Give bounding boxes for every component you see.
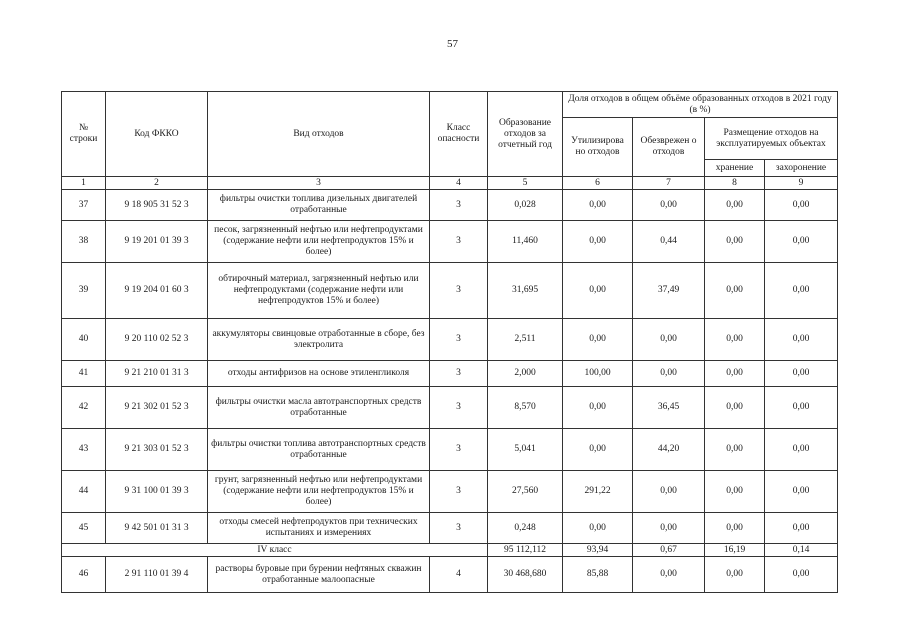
cell-storage: 0,00	[705, 557, 765, 593]
cell-utilized: 0,00	[563, 319, 633, 361]
header-storage: хранение	[705, 160, 765, 177]
cell-neutralized: 0,00	[633, 190, 705, 221]
header-neutralized: Обезврежен о отходов	[633, 118, 705, 177]
cell-burial: 0,00	[765, 361, 838, 387]
cell-utilized: 291,22	[563, 471, 633, 513]
cell-formed: 30 468,680	[488, 557, 563, 593]
cell-neutralized: 36,45	[633, 387, 705, 429]
cell-storage: 0,00	[705, 221, 765, 263]
class-total-burial: 0,14	[765, 544, 838, 557]
cell-waste-type: обтирочный материал, загрязненный нефтью или нефтепродуктами (содержание нефти или нефтепродуктов 15% и более)	[208, 263, 430, 319]
column-number: 4	[430, 177, 488, 190]
class-total-utilized: 93,94	[563, 544, 633, 557]
cell-row-no: 38	[62, 221, 106, 263]
cell-storage: 0,00	[705, 387, 765, 429]
cell-fkko: 9 20 110 02 52 3	[106, 319, 208, 361]
cell-storage: 0,00	[705, 361, 765, 387]
cell-formed: 2,511	[488, 319, 563, 361]
cell-burial: 0,00	[765, 429, 838, 471]
table-row	[62, 190, 838, 221]
column-number: 9	[765, 177, 838, 190]
cell-burial: 0,00	[765, 387, 838, 429]
cell-burial: 0,00	[765, 319, 838, 361]
cell-neutralized: 44,20	[633, 429, 705, 471]
column-number: 5	[488, 177, 563, 190]
table-row	[62, 263, 838, 319]
cell-row-no: 37	[62, 190, 106, 221]
cell-hazard-class: 3	[430, 190, 488, 221]
cell-burial: 0,00	[765, 471, 838, 513]
column-number: 3	[208, 177, 430, 190]
cell-fkko: 9 21 303 01 52 3	[106, 429, 208, 471]
cell-burial: 0,00	[765, 221, 838, 263]
cell-waste-type: грунт, загрязненный нефтью или нефтепродуктами (содержание нефти или нефтепродуктов 15% и более)	[208, 471, 430, 513]
cell-formed: 8,570	[488, 387, 563, 429]
header-burial: захоронение	[765, 160, 838, 177]
cell-neutralized: 0,44	[633, 221, 705, 263]
cell-burial: 0,00	[765, 190, 838, 221]
table-row	[62, 513, 838, 544]
table-row	[62, 361, 838, 387]
cell-row-no: 42	[62, 387, 106, 429]
cell-utilized: 0,00	[563, 190, 633, 221]
cell-hazard-class: 3	[430, 429, 488, 471]
cell-neutralized: 0,00	[633, 319, 705, 361]
cell-row-no: 44	[62, 471, 106, 513]
cell-row-no: 40	[62, 319, 106, 361]
cell-row-no: 39	[62, 263, 106, 319]
cell-waste-type: фильтры очистки топлива автотранспортных средств отработанные	[208, 429, 430, 471]
cell-hazard-class: 3	[430, 263, 488, 319]
cell-fkko: 9 42 501 01 31 3	[106, 513, 208, 544]
table-row	[62, 471, 838, 513]
header-placement: Размещение отходов на эксплуатируемых объектах	[705, 118, 838, 160]
cell-formed: 11,460	[488, 221, 563, 263]
cell-fkko: 2 91 110 01 39 4	[106, 557, 208, 593]
cell-waste-type: фильтры очистки масла автотранспортных средств отработанные	[208, 387, 430, 429]
column-number: 6	[563, 177, 633, 190]
cell-waste-type: отходы смесей нефтепродуктов при технических испытаниях и измерениях	[208, 513, 430, 544]
waste-table	[61, 91, 838, 593]
cell-waste-type: фильтры очистки топлива дизельных двигателей отработанные	[208, 190, 430, 221]
cell-formed: 0,248	[488, 513, 563, 544]
column-number: 2	[106, 177, 208, 190]
cell-row-no: 41	[62, 361, 106, 387]
column-number: 1	[62, 177, 106, 190]
cell-row-no: 45	[62, 513, 106, 544]
cell-formed: 27,560	[488, 471, 563, 513]
table-row	[62, 319, 838, 361]
cell-formed: 2,000	[488, 361, 563, 387]
class-total-row	[62, 544, 838, 557]
cell-burial: 0,00	[765, 557, 838, 593]
header-utilized: Утилизирова но отходов	[563, 118, 633, 177]
cell-storage: 0,00	[705, 190, 765, 221]
cell-neutralized: 0,00	[633, 513, 705, 544]
cell-fkko: 9 31 100 01 39 3	[106, 471, 208, 513]
class-total-neutralized: 0,67	[633, 544, 705, 557]
cell-storage: 0,00	[705, 319, 765, 361]
cell-storage: 0,00	[705, 263, 765, 319]
class-total-label: IV класс	[62, 544, 488, 557]
cell-waste-type: аккумуляторы свинцовые отработанные в сборе, без электролита	[208, 319, 430, 361]
cell-utilized: 0,00	[563, 387, 633, 429]
cell-formed: 5,041	[488, 429, 563, 471]
page-number: 57	[447, 38, 458, 50]
table-row	[62, 387, 838, 429]
cell-fkko: 9 21 302 01 52 3	[106, 387, 208, 429]
cell-waste-type: песок, загрязненный нефтью или нефтепродуктами (содержание нефти или нефтепродуктов 15% и более)	[208, 221, 430, 263]
cell-storage: 0,00	[705, 513, 765, 544]
table-row	[62, 429, 838, 471]
cell-hazard-class: 3	[430, 471, 488, 513]
cell-row-no: 43	[62, 429, 106, 471]
header-share: Доля отходов в общем объёме образованных отходов в 2021 году (в %)	[563, 92, 838, 118]
cell-hazard-class: 3	[430, 221, 488, 263]
cell-hazard-class: 3	[430, 361, 488, 387]
cell-utilized: 85,88	[563, 557, 633, 593]
header-hazard-class: Класс опасности	[430, 92, 488, 177]
cell-formed: 0,028	[488, 190, 563, 221]
cell-utilized: 0,00	[563, 221, 633, 263]
class-total-formed: 95 112,112	[488, 544, 563, 557]
cell-fkko: 9 21 210 01 31 3	[106, 361, 208, 387]
cell-storage: 0,00	[705, 429, 765, 471]
header-waste-type: Вид отходов	[208, 92, 430, 177]
cell-fkko: 9 19 204 01 60 3	[106, 263, 208, 319]
cell-storage: 0,00	[705, 471, 765, 513]
cell-formed: 31,695	[488, 263, 563, 319]
cell-utilized: 0,00	[563, 429, 633, 471]
header-formed: Образование отходов за отчетный год	[488, 92, 563, 177]
cell-waste-type: растворы буровые при бурении нефтяных скважин отработанные малоопасные	[208, 557, 430, 593]
cell-hazard-class: 3	[430, 319, 488, 361]
cell-hazard-class: 3	[430, 513, 488, 544]
cell-neutralized: 37,49	[633, 263, 705, 319]
cell-fkko: 9 19 201 01 39 3	[106, 221, 208, 263]
cell-neutralized: 0,00	[633, 557, 705, 593]
cell-row-no: 46	[62, 557, 106, 593]
cell-hazard-class: 4	[430, 557, 488, 593]
cell-fkko: 9 18 905 31 52 3	[106, 190, 208, 221]
class-total-storage: 16,19	[705, 544, 765, 557]
header-fkko: Код ФККО	[106, 92, 208, 177]
column-number: 7	[633, 177, 705, 190]
cell-waste-type: отходы антифризов на основе этиленгликоля	[208, 361, 430, 387]
cell-neutralized: 0,00	[633, 361, 705, 387]
cell-hazard-class: 3	[430, 387, 488, 429]
header-row-no: № строки	[62, 92, 106, 177]
table-row	[62, 557, 838, 593]
cell-utilized: 0,00	[563, 513, 633, 544]
cell-utilized: 0,00	[563, 263, 633, 319]
table-row	[62, 221, 838, 263]
cell-burial: 0,00	[765, 513, 838, 544]
cell-burial: 0,00	[765, 263, 838, 319]
cell-utilized: 100,00	[563, 361, 633, 387]
cell-neutralized: 0,00	[633, 471, 705, 513]
column-number: 8	[705, 177, 765, 190]
